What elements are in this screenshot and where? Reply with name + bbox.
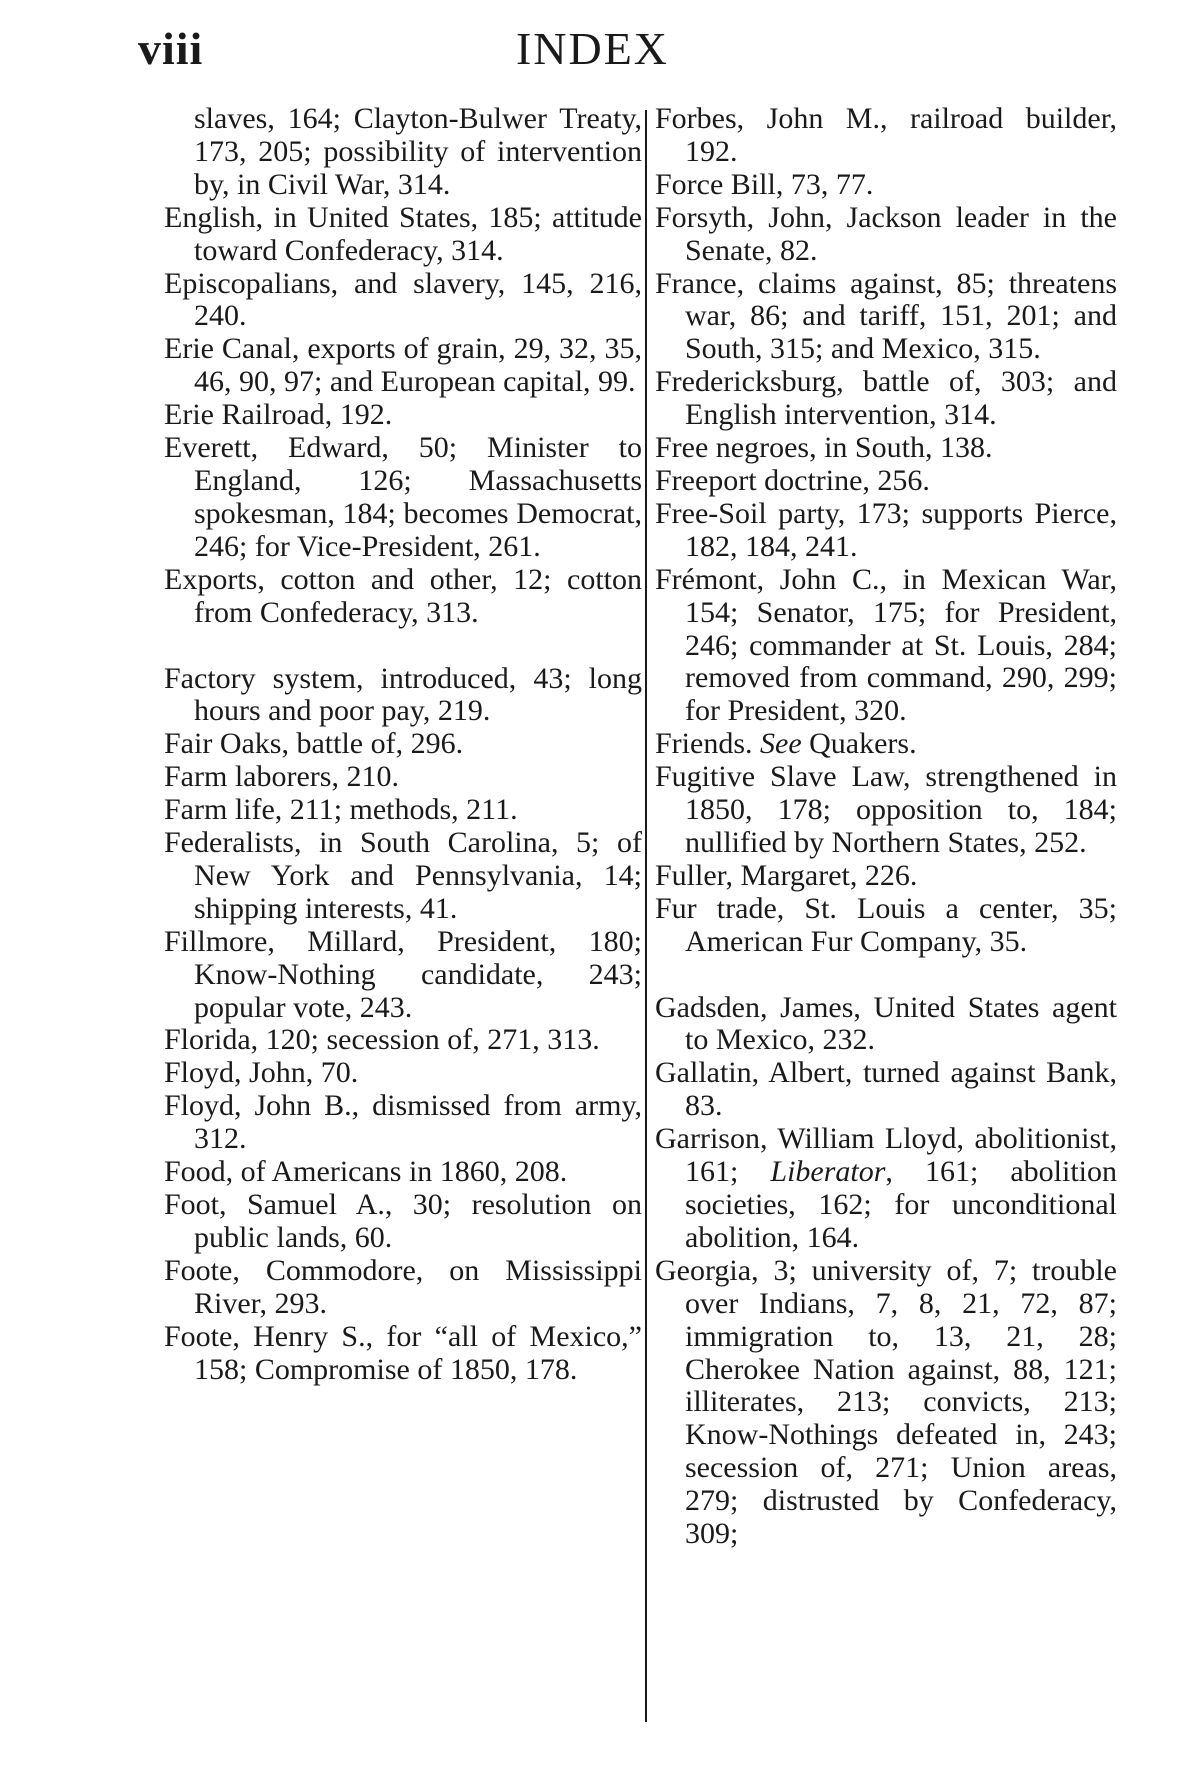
index-entry: Free negroes, in South, 138. [655, 431, 993, 465]
index-entry: Floyd, John B., dismissed from army, 312. [164, 1089, 642, 1156]
index-entry: Gallatin, Albert, turned against Bank, 83. [655, 1056, 1117, 1123]
index-entry: Fair Oaks, battle of, 296. [164, 727, 464, 761]
italic-term: See [760, 727, 802, 761]
index-entry: Farm laborers, 210. [164, 760, 399, 794]
index-entry: Floyd, John, 70. [164, 1056, 359, 1090]
index-entry: Factory system, introduced, 43; long hours and poor pay, 219. [164, 661, 642, 728]
running-head-title: INDEX [515, 23, 670, 74]
index-entry: Foote, Commodore, on Mississippi River, 293. [164, 1253, 642, 1320]
index-entry: Federalists, in South Carolina, 5; of New York and Pennsylvania, 14; shipping interests, 41. [164, 826, 642, 925]
index-entry: Fur trade, St. Louis a center, 35; American Fur Company, 35. [655, 891, 1117, 958]
entry-text: , 161; abolition societies, 162; for unconditional abolition, 164. [685, 1155, 1117, 1254]
index-entry: Frémont, John C., in Mexican War, 154; Senator, 175; for President, 246; commander at St. Louis, 284; removed from command, 290, 299; for President, 320. [655, 562, 1117, 728]
section-gap [164, 630, 642, 663]
italic-term: Liberator [770, 1155, 886, 1189]
index-entry: Fillmore, Millard, President, 180; Know-Nothing candidate, 243; popular vote, 243. [164, 924, 642, 1024]
index-entry [655, 1123, 1117, 1255]
section-gap [655, 959, 1117, 992]
index-entry: Force Bill, 73, 77. [655, 167, 874, 201]
index-entry: Freeport doctrine, 256. [655, 463, 930, 497]
entry-text: Quakers. [801, 727, 917, 761]
entry-text: Garrison, William Lloyd, abolitionist, 161; [655, 1122, 1117, 1189]
index-entry: Foote, Henry S., for “all of Mexico,” 158; Compromise of 1850, 178. [164, 1319, 642, 1386]
index-entry: Gadsden, James, United States agent to Mexico, 232. [655, 990, 1117, 1057]
entry-text: Friends. [655, 727, 760, 761]
index-entry: Florida, 120; secession of, 271, 313. [164, 1023, 600, 1057]
index-entry: Farm life, 211; methods, 211. [164, 793, 518, 827]
page-number: viii [138, 23, 204, 74]
index-entry: Forsyth, John, Jackson leader in the Senate, 82. [655, 200, 1117, 267]
index-entry: Erie Canal, exports of grain, 29, 32, 35, 46, 90, 97; and European capital, 99. [164, 332, 642, 399]
index-entry: slaves, 164; Clayton-Bulwer Treaty, 173, 205; possibility of intervention by, in Civil War, 314. [194, 102, 642, 201]
index-column-right [655, 103, 1117, 1551]
index-entry: Everett, Edward, 50; Minister to England, 126; Massachusetts spokesman, 184; becomes Democrat, 246; for Vice-President, 261. [164, 431, 642, 563]
index-entry: Exports, cotton and other, 12; cotton from Confederacy, 313. [164, 562, 642, 629]
index-entry: Erie Railroad, 192. [164, 398, 393, 432]
index-column-left [164, 103, 642, 1386]
index-entry: Forbes, John M., railroad builder, 192. [655, 102, 1117, 168]
index-entry: Foot, Samuel A., 30; resolution on public lands, 60. [164, 1188, 642, 1254]
index-entry: Episcopalians, and slavery, 145, 216, 240. [164, 266, 642, 333]
index-entry: Free-Soil party, 173; supports Pierce, 182, 184, 241. [655, 496, 1117, 563]
index-entry: English, in United States, 185; attitude toward Confederacy, 314. [164, 200, 642, 267]
index-entry: Georgia, 3; university of, 7; trouble over Indians, 7, 8, 21, 72, 87; immigration to, 13, 21, 28; Cherokee Nation against, 88, 121; illiterates, 213; convicts, 213; Know-Nothings defeated in, 243; secession of, 271; Union areas, 279; distrusted by Confederacy, 309; [655, 1253, 1117, 1551]
index-entry [655, 728, 1117, 761]
index-entry: Fugitive Slave Law, strengthened in 1850, 178; opposition to, 184; nullified by Northern States, 252. [655, 760, 1117, 859]
index-entry: France, claims against, 85; threatens war, 86; and tariff, 151, 201; and South, 315; and Mexico, 315. [655, 266, 1117, 366]
index-entry: Food, of Americans in 1860, 208. [164, 1155, 568, 1189]
column-divider [645, 110, 647, 1722]
page-header [0, 22, 1185, 92]
index-entry: Fuller, Margaret, 226. [655, 858, 918, 892]
index-entry: Fredericksburg, battle of, 303; and English intervention, 314. [655, 365, 1117, 432]
